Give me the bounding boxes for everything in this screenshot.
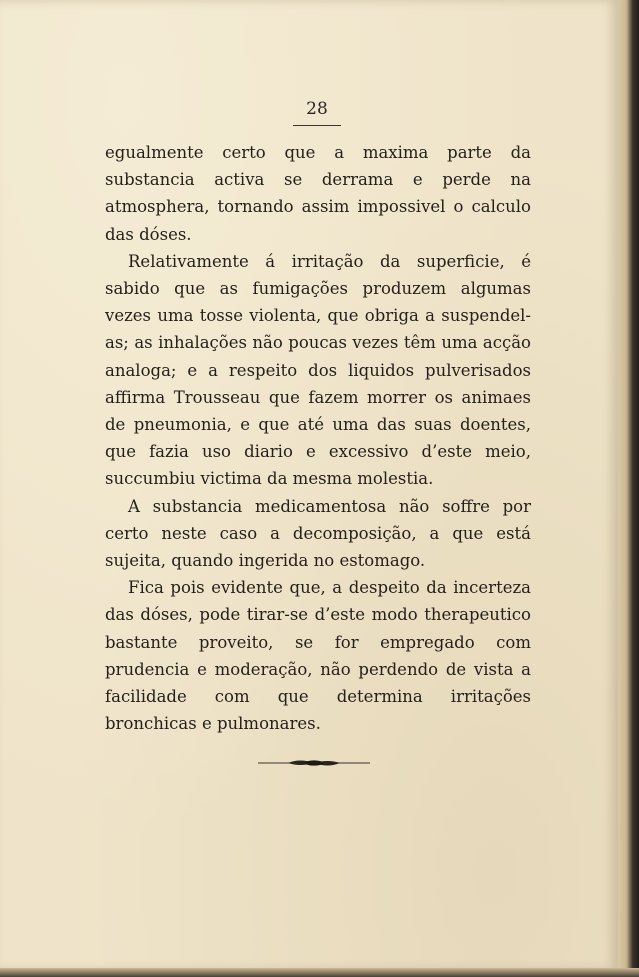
page-number: 28 (306, 99, 328, 119)
page-number-rule (293, 125, 341, 126)
page-bottom-edge (0, 968, 639, 977)
body-text (105, 139, 531, 737)
paragraph-4: Fica pois evidente que, a despeito da incerteza das dóses, pode tirar-se d’este modo therapeutico bastante proveito, se for empregado com prudencia e moderação, não perdendo de vista a facilidade com que determina irritações bronchicas e pulmonares. (105, 578, 531, 734)
page-edge-shadow (618, 0, 639, 977)
paragraph-1: egualmente certo que a maxima parte da substancia activa se derrama e perde na atmosphera, tornando assim impossivel o calculo das dóses. (105, 143, 531, 244)
ornament-divider-icon (258, 757, 370, 769)
paragraph-2: Relativamente á irritação da superficie, é sabido que as fumigações produzem algumas vezes uma tosse violenta, que obriga a suspendel-as; as inhalações não poucas vezes têm uma acção analoga; e a respeito dos liquidos pulverisados affirma Trousseau que fazem morrer os animaes de pneumonia, e que até uma das suas doentes, que fazia uso diario e excessivo d’este meio, succumbiu victima da mesma molestia. (105, 251, 531, 489)
paragraph-3: A substancia medicamentosa não soffre por certo neste caso a decomposição, a que está sujeita, quando ingerida no estomago. (105, 496, 531, 571)
